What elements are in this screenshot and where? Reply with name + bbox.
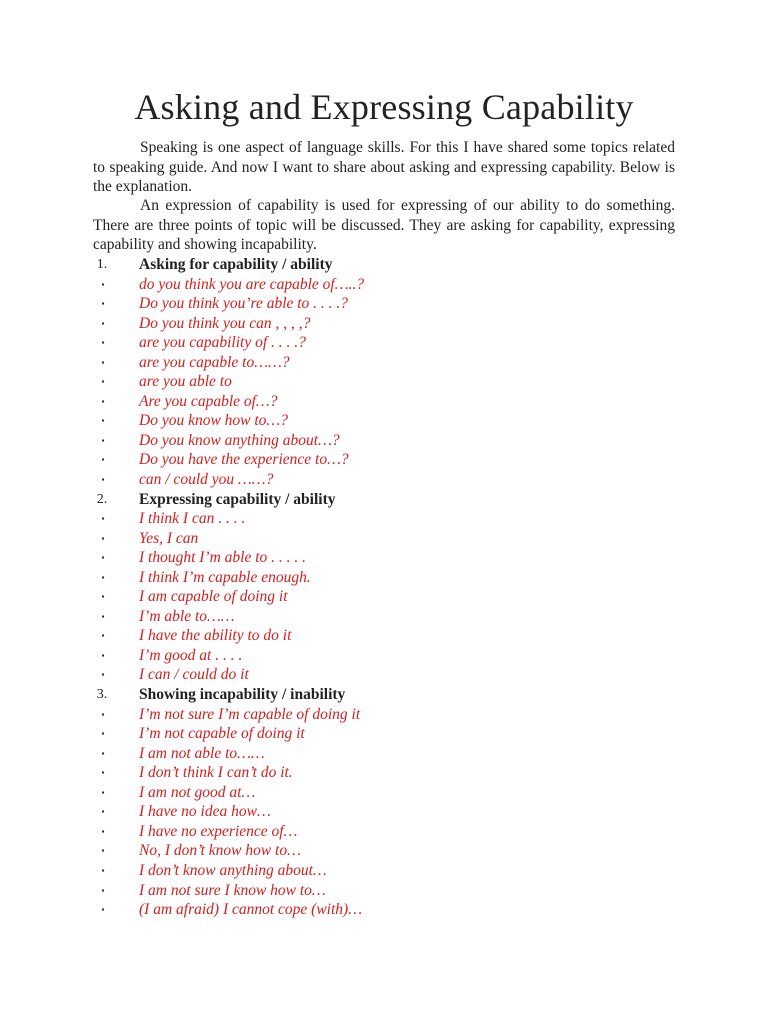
section-number: 1. bbox=[96, 257, 108, 272]
expression-item bbox=[0, 548, 768, 568]
expression-item bbox=[0, 744, 768, 764]
expression-item bbox=[0, 294, 768, 314]
expression-text: are you capability of . . . .? bbox=[139, 334, 306, 352]
explanation-paragraph: An expression of capability is used for expressing of our ability to do something. There are three points of topic will be discussed. They are asking for capability, expressing capability and showing incapability. bbox=[93, 197, 675, 254]
section-heading bbox=[0, 255, 768, 275]
bullet-icon: ▪ bbox=[101, 865, 105, 875]
expression-text: I have no experience of… bbox=[139, 822, 298, 840]
expression-item bbox=[0, 431, 768, 451]
expression-text: are you capable to……? bbox=[139, 353, 290, 371]
expression-text: I can / could do it bbox=[139, 666, 249, 684]
expression-text: I don’t think I can’t do it. bbox=[139, 764, 293, 782]
expression-text: I’m able to…… bbox=[139, 607, 235, 625]
expression-item bbox=[0, 881, 768, 901]
expression-text: I don’t know anything about… bbox=[139, 861, 327, 879]
bullet-icon: ▪ bbox=[101, 396, 105, 406]
expression-item bbox=[0, 392, 768, 412]
bullet-icon: ▪ bbox=[101, 631, 105, 641]
bullet-icon: ▪ bbox=[101, 514, 105, 524]
bullet-icon: ▪ bbox=[101, 592, 105, 602]
expression-item bbox=[0, 568, 768, 588]
bullet-icon: ▪ bbox=[101, 807, 105, 817]
expression-item bbox=[0, 900, 768, 920]
bullet-icon: ▪ bbox=[101, 768, 105, 778]
expression-item bbox=[0, 587, 768, 607]
intro-paragraph: Speaking is one aspect of language skills. For this I have shared some topics related to speaking guide. And now I want to share about asking and expressing capability. Below is the explanation. bbox=[93, 139, 675, 196]
expression-item bbox=[0, 822, 768, 842]
expression-item bbox=[0, 646, 768, 666]
expression-text: No, I don’t know how to… bbox=[139, 842, 301, 860]
expression-item bbox=[0, 450, 768, 470]
expression-text: I think I’m capable enough. bbox=[139, 568, 311, 586]
bullet-icon: ▪ bbox=[101, 318, 105, 328]
expression-text: do you think you are capable of…..? bbox=[139, 275, 364, 293]
bullet-icon: ▪ bbox=[101, 533, 105, 543]
bullet-icon: ▪ bbox=[101, 846, 105, 856]
bullet-icon: ▪ bbox=[101, 729, 105, 739]
expression-text: Yes, I can bbox=[139, 529, 199, 547]
expression-text: Do you think you’re able to . . . .? bbox=[139, 295, 349, 313]
bullet-icon: ▪ bbox=[101, 611, 105, 621]
bullet-icon: ▪ bbox=[101, 357, 105, 367]
expression-text: I think I can . . . . bbox=[139, 510, 246, 528]
expression-item bbox=[0, 783, 768, 803]
expression-item bbox=[0, 705, 768, 725]
expression-item bbox=[0, 841, 768, 861]
bullet-icon: ▪ bbox=[101, 787, 105, 797]
bullet-icon: ▪ bbox=[101, 435, 105, 445]
bullet-icon: ▪ bbox=[101, 670, 105, 680]
expression-text: I thought I’m able to . . . . . bbox=[139, 549, 307, 567]
section-heading bbox=[0, 490, 768, 510]
expression-text: can / could you ……? bbox=[139, 471, 274, 489]
section-number: 3. bbox=[96, 687, 108, 703]
bullet-icon: ▪ bbox=[101, 572, 105, 582]
bullet-icon: ▪ bbox=[101, 905, 105, 915]
expression-text: Do you know anything about…? bbox=[139, 431, 340, 449]
section-heading-text: Asking for capability / ability bbox=[139, 256, 333, 273]
document-title: Asking and Expressing Capability bbox=[134, 87, 634, 127]
expression-text: I am not good at… bbox=[139, 783, 256, 801]
expression-text: Do you know how to…? bbox=[139, 412, 288, 430]
expression-item bbox=[0, 333, 768, 353]
bullet-icon: ▪ bbox=[101, 885, 105, 895]
expression-text: I am not sure I know how to… bbox=[139, 881, 326, 899]
expression-text: are you able to bbox=[139, 373, 232, 391]
expression-item bbox=[0, 314, 768, 334]
expression-text: (I am afraid) I cannot cope (with)… bbox=[139, 901, 362, 919]
expression-text: I am not able to…… bbox=[139, 744, 265, 762]
expression-text: Do you have the experience to…? bbox=[139, 451, 349, 469]
expression-list bbox=[0, 255, 768, 920]
bullet-icon: ▪ bbox=[101, 299, 105, 309]
expression-text: I am capable of doing it bbox=[139, 588, 288, 606]
bullet-icon: ▪ bbox=[101, 416, 105, 426]
expression-text: I’m not sure I’m capable of doing it bbox=[139, 705, 361, 723]
expression-text: Are you capable of…? bbox=[139, 392, 278, 410]
bullet-icon: ▪ bbox=[101, 377, 105, 387]
expression-item bbox=[0, 665, 768, 685]
expression-item bbox=[0, 763, 768, 783]
expression-item bbox=[0, 529, 768, 549]
bullet-icon: ▪ bbox=[101, 748, 105, 758]
expression-item bbox=[0, 509, 768, 529]
bullet-icon: ▪ bbox=[101, 826, 105, 836]
expression-text: Do you think you can , , , ,? bbox=[139, 314, 311, 332]
expression-item bbox=[0, 626, 768, 646]
bullet-icon: ▪ bbox=[101, 455, 105, 465]
expression-item bbox=[0, 353, 768, 373]
expression-item bbox=[0, 861, 768, 881]
expression-text: I’m not capable of doing it bbox=[139, 725, 305, 743]
section-heading-text: Expressing capability / ability bbox=[139, 490, 336, 508]
section-heading bbox=[0, 685, 768, 705]
expression-item bbox=[0, 802, 768, 822]
bullet-icon: ▪ bbox=[101, 338, 105, 348]
bullet-icon: ▪ bbox=[101, 475, 105, 485]
bullet-icon: ▪ bbox=[101, 709, 105, 719]
section-heading-text: Showing incapability / inability bbox=[139, 686, 346, 704]
expression-item bbox=[0, 724, 768, 744]
expression-item bbox=[0, 607, 768, 627]
expression-text: I’m good at . . . . bbox=[139, 646, 243, 664]
bullet-icon: ▪ bbox=[101, 553, 105, 563]
bullet-icon: ▪ bbox=[101, 279, 105, 289]
expression-item bbox=[0, 372, 768, 392]
bullet-icon: ▪ bbox=[101, 650, 105, 660]
expression-text: I have the ability to do it bbox=[139, 627, 292, 645]
expression-item bbox=[0, 470, 768, 490]
expression-item bbox=[0, 411, 768, 431]
expression-text: I have no idea how… bbox=[139, 803, 271, 821]
section-number: 2. bbox=[96, 491, 108, 507]
expression-item bbox=[0, 275, 768, 295]
